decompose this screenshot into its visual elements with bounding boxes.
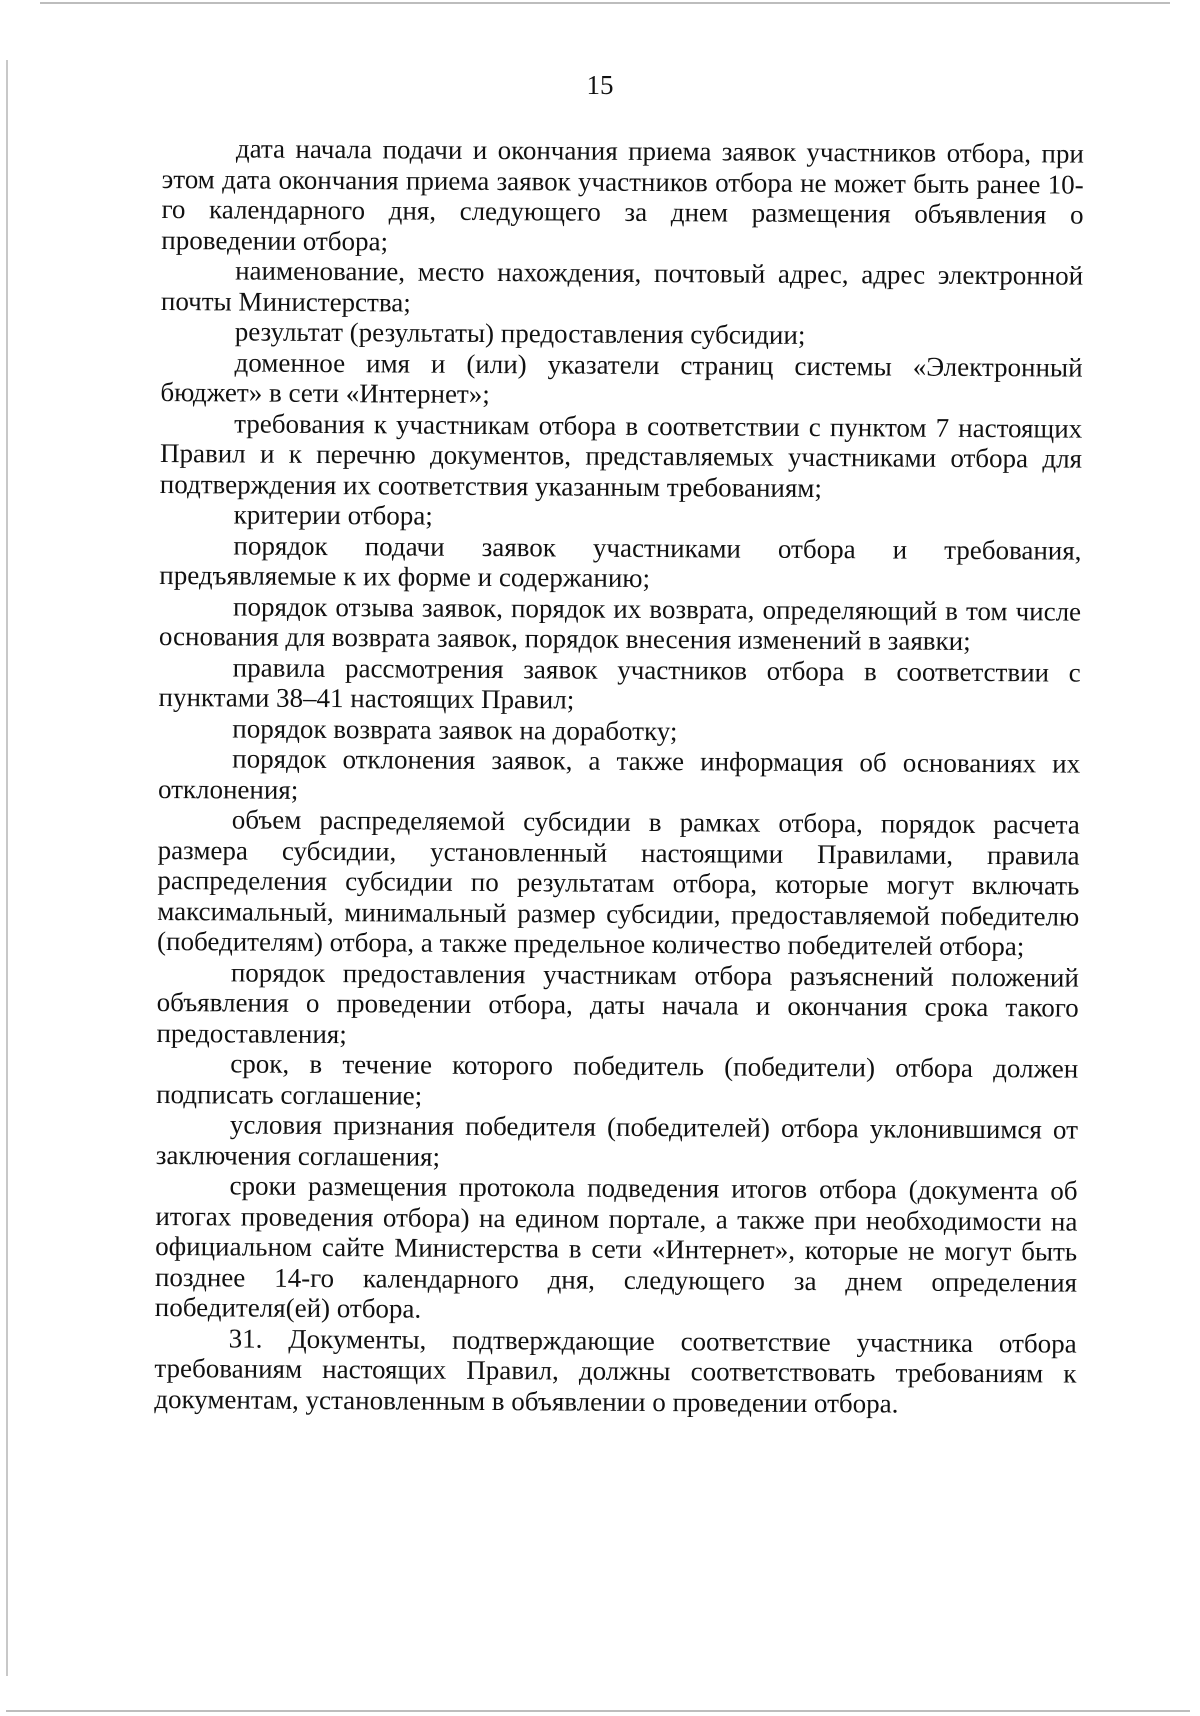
paragraph: порядок возврата заявок на доработку; — [232, 712, 678, 746]
scan-edge-bottom — [6, 1710, 1190, 1712]
paragraph: порядок отклонения заявок, а также информация об основаниях их отклонения; — [157, 743, 1081, 805]
paragraph: порядок отзыва заявок, порядок их возврата, определяющий в том числе основания для возврата заявок, порядок внесения изменений в заявки; — [158, 590, 1082, 656]
paragraph: требования к участникам отбора в соответствии с пунктом 7 настоящих Правил и к перечню документов, представляемых участниками отбора для подтверждения их соответствия указанным требованиям; — [159, 407, 1083, 503]
paragraph-clause-31: 31. Документы, подтверждающие соответствие участника отбора требованиям настоящих Правил, должны соответствовать требованиям к документам, установленным в объявлении о проведении отбора. — [154, 1322, 1077, 1419]
paragraph: наименование, место нахождения, почтовый адрес, адрес электронной почты Министерства; — [160, 255, 1084, 318]
paragraph: доменное имя и (или) указатели страниц системы «Электронный бюджет» в сети «Интернет»; — [160, 346, 1083, 410]
paragraph: правила рассмотрения заявок участников отбора в соответствии с пунктами 38–41 настоящих Правил; — [158, 651, 1081, 715]
page-number: 15 — [586, 70, 614, 100]
paragraph: условия признания победителя (победителей) отбора уклонившимся от заключения соглашения; — [155, 1109, 1079, 1172]
paragraph: срок, в течение которого победитель (победители) отбора должен подписать соглашение; — [156, 1048, 1079, 1111]
document-body — [154, 133, 1084, 1420]
paragraph: сроки размещения протокола подведения итогов отбора (документа об итогах проведения отбора) на едином портале, а также при необходимости на официальном сайте Министерства в сети «Интернет», которые не могут быть позднее 14-го календарного дня, следующего за днем определения победителя(ей) отбора. — [154, 1170, 1078, 1324]
paragraph: порядок подачи заявок участниками отбора и требования, предъявляемые к их форме и содержанию; — [159, 529, 1082, 593]
scan-edge-left — [6, 60, 8, 1676]
paragraph: критерии отбора; — [233, 499, 433, 531]
paragraph: результат (результаты) предоставления субсидии; — [234, 316, 806, 350]
paragraph: дата начала подачи и окончания приема заявок участников отбора, при этом дата окончания приема заявок участников отбора не может быть ранее 10-го календарного дня, следующего за днем размещения объявления о проведении отбора; — [161, 133, 1084, 256]
paragraph: порядок предоставления участникам отбора разъяснений положений объявления о проведении отбора, даты начала и окончания срока такого предоставления; — [156, 956, 1079, 1049]
scan-edge-top — [40, 2, 1170, 4]
paragraph: объем распределяемой субсидии в рамках отбора, порядок расчета размера субсидии, установленный настоящими Правилами, правила распределения субсидии по результатам отбора, которые могут включать максимальный, минимальный размер субсидии, предоставляемой победителю (победителям) отбора, а также предельное количество победителей отбора; — [156, 804, 1080, 962]
